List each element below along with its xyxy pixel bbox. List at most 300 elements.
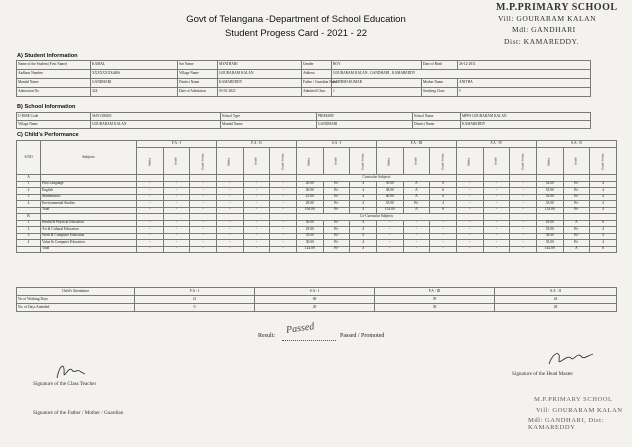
- dash-cell: -: [483, 201, 510, 208]
- dash-cell: -: [190, 227, 217, 234]
- dash-cell: -: [137, 207, 164, 214]
- dash-cell: -: [510, 220, 537, 227]
- dash-cell: -: [216, 240, 243, 247]
- head-master-signature-label: Signature of the Head Master: [512, 371, 574, 377]
- dash-cell: -: [216, 194, 243, 201]
- attendance-title: Child's Attendance: [17, 288, 135, 296]
- sa2-cell: 33.00: [536, 194, 563, 201]
- dash-cell: -: [216, 207, 243, 214]
- subcol-fa3-grade-points: Grade Points: [430, 148, 457, 175]
- total-label: Total: [41, 246, 137, 253]
- subcol-fa1-grade: Grade: [163, 148, 190, 175]
- sa2-cell: 4: [590, 194, 617, 201]
- sno-cell: 4: [17, 201, 41, 208]
- subcol-sa2-grade: Grade: [563, 148, 590, 175]
- value-father: SATHISH KUMAR: [332, 79, 422, 88]
- dash-cell: -: [190, 220, 217, 227]
- section-title: Co-Curricular Subjects: [296, 214, 456, 221]
- value-school-type: PRIMARY: [317, 113, 413, 121]
- value-aadhaar: XXXXXXXX4406: [91, 70, 178, 79]
- dash-cell: -: [270, 246, 297, 253]
- school-stamp-line3: Mdl: GANDHARI: [512, 25, 576, 34]
- result-suffix: Passed / Promoted: [340, 333, 385, 339]
- value-admission-no: 324: [91, 88, 178, 97]
- blank-cell: [17, 246, 41, 253]
- label-father: Father / Guardian Name: [302, 79, 332, 88]
- label-admitted-class: Admitted Class: [302, 88, 332, 97]
- sno-cell: 1: [17, 181, 41, 188]
- dash-cell: -: [216, 233, 243, 240]
- school-info-heading: B) School Information: [17, 104, 76, 110]
- sa1-cell: B+: [323, 181, 350, 188]
- dash-cell: -: [510, 207, 537, 214]
- student-info-heading: A) Student Information: [17, 53, 78, 59]
- document-title: Govt of Telangana -Department of School Education: [186, 14, 406, 25]
- parent-signature-label: Signature of the Father / Mother / Guardian: [33, 410, 124, 416]
- label-admission-date: Date of Admission: [178, 88, 218, 97]
- stamp-bottom-line3: Mdl: GANDHARI, Dist: KAMAREDDY: [528, 417, 604, 431]
- label-surname: Sur Name: [178, 61, 218, 70]
- attendance-header-fa1: F.A - I: [135, 288, 255, 296]
- attendance-cell: 21: [135, 296, 255, 304]
- dash-cell: -: [403, 227, 430, 234]
- subcol-fa3-grade: Grade: [403, 148, 430, 175]
- dash-cell: -: [190, 233, 217, 240]
- dash-cell: -: [243, 181, 270, 188]
- class-teacher-signature: [54, 360, 88, 382]
- dash-cell: -: [163, 194, 190, 201]
- class-teacher-signature-label: Signature of the Class Teacher: [33, 381, 97, 387]
- sa2-total-cell: 133.00: [536, 207, 563, 214]
- dash-cell: -: [483, 207, 510, 214]
- subcol-fa4-grade: Grade: [483, 148, 510, 175]
- dash-cell: -: [430, 246, 457, 253]
- sno-cell: 3: [17, 233, 41, 240]
- dash-cell: -: [190, 194, 217, 201]
- dash-cell: -: [216, 227, 243, 234]
- dash-cell: -: [483, 220, 510, 227]
- sa1-cell: 4: [350, 240, 377, 247]
- sa2-cell: 4: [590, 201, 617, 208]
- dash-cell: -: [190, 201, 217, 208]
- dash-cell: -: [137, 201, 164, 208]
- dash-cell: -: [190, 246, 217, 253]
- dash-cell: -: [483, 188, 510, 195]
- stamp-bottom-line1: M.P.PRIMARY SCHOOL: [534, 396, 613, 403]
- exam-header-sa2: S.A - II: [536, 141, 616, 148]
- fa3-cell: 6: [430, 181, 457, 188]
- value-dob: 26-12-2011: [458, 61, 591, 70]
- fa3-total-cell: 6: [430, 207, 457, 214]
- dash-cell: -: [376, 227, 403, 234]
- dash-cell: -: [456, 201, 483, 208]
- value-mandal: GANDHARI: [91, 79, 178, 88]
- dash-cell: -: [456, 227, 483, 234]
- fa3-total-cell: A: [403, 207, 430, 214]
- attendance-header-fa3: F.A - III: [375, 288, 495, 296]
- sa2-cell: 35.00: [536, 240, 563, 247]
- subcol-sa2-grade-points: Grade Points: [590, 148, 617, 175]
- fa3-cell: 38.00: [376, 188, 403, 195]
- section-letter: B: [17, 214, 41, 221]
- sa2-cell: 29.00: [536, 220, 563, 227]
- performance-heading: C) Child's Performance: [17, 132, 79, 138]
- sa1-total-cell: B+: [323, 246, 350, 253]
- sa1-total-cell: 4: [350, 246, 377, 253]
- fa3-cell: 6: [430, 188, 457, 195]
- total-label: Total: [41, 207, 137, 214]
- fa3-cell: A: [403, 188, 430, 195]
- value-gender: BOY: [332, 61, 422, 70]
- dash-cell: -: [137, 220, 164, 227]
- dash-cell: -: [403, 246, 430, 253]
- exam-header-fa2: F.A - II: [216, 141, 296, 148]
- result-underline: [282, 340, 336, 341]
- sa1-cell: 4: [350, 227, 377, 234]
- exam-header-fa4: F.A - IV: [456, 141, 536, 148]
- sa2-cell: A: [563, 220, 590, 227]
- sa1-cell: B+: [323, 201, 350, 208]
- school-stamp-line1: M.P.PRIMARY SCHOOL: [496, 2, 618, 13]
- subcol-fa2-marks: Marks: [216, 148, 243, 175]
- sa2-total-cell: 4: [590, 207, 617, 214]
- dash-cell: -: [270, 194, 297, 201]
- attendance-cell: 0: [135, 304, 255, 312]
- student-info-table: [16, 60, 591, 97]
- school-stamp-line2: Vill: GOURARAM KALAN: [498, 14, 597, 23]
- attendance-row-label: No. of Days Attended: [17, 304, 135, 312]
- dash-cell: -: [163, 227, 190, 234]
- exam-header-fa3: F.A - III: [376, 141, 456, 148]
- subject-name: Environmental Studies: [41, 201, 137, 208]
- dash-cell: -: [243, 207, 270, 214]
- dash-cell: -: [163, 240, 190, 247]
- sa2-cell: 35.00: [536, 227, 563, 234]
- subcol-sa1-marks: Marks: [296, 148, 323, 175]
- value-school-village: GOURARAM KALAN: [91, 121, 221, 129]
- value-school-district: KAMAREDDY: [461, 121, 591, 129]
- label-school-district: District Name: [413, 121, 461, 129]
- attendance-header-sa1: S.A - I: [255, 288, 375, 296]
- dash-cell: -: [376, 246, 403, 253]
- sa2-total-cell: 142.00: [536, 246, 563, 253]
- document-subtitle: Student Progess Card - 2021 - 22: [224, 28, 368, 39]
- label-dob: Date of Birth: [422, 61, 458, 70]
- label-first-name: Name of the Student (First Name): [17, 61, 91, 70]
- dash-cell: -: [510, 240, 537, 247]
- sno-cell: 3: [17, 194, 41, 201]
- dash-cell: -: [163, 201, 190, 208]
- subject-name: Value & Computer Education: [41, 240, 137, 247]
- label-school-name: School Name: [413, 113, 461, 121]
- dash-cell: -: [403, 240, 430, 247]
- sa1-total-cell: 4: [350, 207, 377, 214]
- dash-cell: -: [456, 207, 483, 214]
- dash-cell: -: [456, 240, 483, 247]
- sa1-cell: 4: [350, 194, 377, 201]
- sa1-cell: B+: [323, 227, 350, 234]
- sa2-total-cell: B+: [563, 207, 590, 214]
- school-stamp-line4: Dist: KAMAREDDY.: [504, 37, 579, 46]
- subject-name: Mathematics: [41, 194, 137, 201]
- dash-cell: -: [243, 194, 270, 201]
- attendance-cell: 38: [375, 304, 495, 312]
- fa3-cell: 35.00: [376, 201, 403, 208]
- fa3-cell: B+: [403, 201, 430, 208]
- sa1-cell: 30.00: [296, 188, 323, 195]
- head-master-signature: [545, 346, 597, 370]
- dash-cell: -: [483, 227, 510, 234]
- sa2-cell: B+: [563, 233, 590, 240]
- dash-cell: -: [216, 201, 243, 208]
- value-school-mandal: GANDHARI: [317, 121, 413, 129]
- fa3-total-cell: 152.00: [376, 207, 403, 214]
- sno-header: S.NO: [17, 141, 41, 175]
- stamp-bottom-line2: Vill: GOURARAM KALAN: [536, 407, 623, 414]
- sa2-cell: 32.00: [536, 181, 563, 188]
- sa2-cell: 6: [590, 220, 617, 227]
- dash-cell: -: [510, 194, 537, 201]
- dash-cell: -: [243, 246, 270, 253]
- attendance-cell: 43: [495, 296, 617, 304]
- label-school-mandal: Mandal Name: [221, 121, 317, 129]
- dash-cell: -: [163, 207, 190, 214]
- label-district: District Name: [178, 79, 218, 88]
- fa3-cell: 40.00: [376, 194, 403, 201]
- sa1-cell: 29.00: [296, 227, 323, 234]
- subject-name: First Language: [41, 181, 137, 188]
- dash-cell: -: [510, 227, 537, 234]
- dash-cell: -: [403, 220, 430, 227]
- subcol-sa2-marks: Marks: [536, 148, 563, 175]
- label-address: Address: [302, 70, 332, 79]
- sa1-cell: 4: [350, 220, 377, 227]
- dash-cell: -: [137, 227, 164, 234]
- sa2-cell: B+: [563, 194, 590, 201]
- dash-cell: -: [190, 240, 217, 247]
- dash-cell: -: [243, 220, 270, 227]
- sa2-cell: 4: [590, 181, 617, 188]
- section-letter: A: [17, 175, 41, 182]
- label-aadhaar: Aadhaar Number: [17, 70, 91, 79]
- dash-cell: -: [430, 240, 457, 247]
- dash-cell: -: [270, 233, 297, 240]
- dash-cell: -: [190, 207, 217, 214]
- dash-cell: -: [270, 181, 297, 188]
- dash-cell: -: [430, 233, 457, 240]
- sa2-cell: 38.00: [536, 233, 563, 240]
- value-village: GOURARAM KALAN: [218, 70, 302, 79]
- subject-name: Art & Cultural Education: [41, 227, 137, 234]
- attendance-table: [16, 287, 617, 312]
- sa1-cell: 4: [350, 201, 377, 208]
- dash-cell: -: [483, 181, 510, 188]
- sa2-cell: 4: [590, 233, 617, 240]
- dash-cell: -: [376, 233, 403, 240]
- dash-cell: -: [456, 246, 483, 253]
- sa1-total-cell: 124.00: [296, 246, 323, 253]
- sa1-cell: 4: [350, 233, 377, 240]
- sa2-cell: 4: [590, 188, 617, 195]
- subcol-fa2-grade: Grade: [243, 148, 270, 175]
- dash-cell: -: [243, 188, 270, 195]
- dash-cell: -: [430, 220, 457, 227]
- performance-table: [16, 140, 617, 253]
- dash-cell: -: [163, 233, 190, 240]
- dash-cell: -: [483, 194, 510, 201]
- value-district: KAMAREDDY: [218, 79, 302, 88]
- dash-cell: -: [510, 188, 537, 195]
- attendance-header-sa2: S.A - II: [495, 288, 617, 296]
- dash-cell: -: [243, 227, 270, 234]
- dash-cell: -: [456, 194, 483, 201]
- dash-cell: -: [510, 201, 537, 208]
- dash-cell: -: [137, 246, 164, 253]
- dash-cell: -: [270, 207, 297, 214]
- sa1-cell: 29.00: [296, 201, 323, 208]
- sa2-cell: 4: [590, 227, 617, 234]
- dash-cell: -: [163, 188, 190, 195]
- sa2-cell: B+: [563, 240, 590, 247]
- subcol-fa4-grade-points: Grade Points: [510, 148, 537, 175]
- section-title: Curricular Subjects: [296, 175, 456, 182]
- sa2-cell: 4: [590, 240, 617, 247]
- school-info-table: [16, 112, 591, 129]
- sa1-cell: B+: [323, 220, 350, 227]
- attendance-cell: 68: [255, 296, 375, 304]
- dash-cell: -: [216, 188, 243, 195]
- sa1-cell: 4: [350, 188, 377, 195]
- sno-cell: 1: [17, 220, 41, 227]
- value-school-name: MPPS GOURARAM KALAN: [461, 113, 591, 121]
- subcol-fa3-marks: Marks: [376, 148, 403, 175]
- value-first-name: KAMAL: [91, 61, 178, 70]
- dash-cell: -: [483, 246, 510, 253]
- sa2-cell: B+: [563, 201, 590, 208]
- dash-cell: -: [137, 240, 164, 247]
- fa3-cell: A: [403, 194, 430, 201]
- subjects-header: Subjects: [41, 141, 137, 175]
- value-mother: ANITHA: [458, 79, 591, 88]
- value-surname: MYATHARI: [218, 61, 302, 70]
- sa1-cell: 35.00: [296, 233, 323, 240]
- sa2-cell: 33.00: [536, 201, 563, 208]
- sa2-cell: 35.00: [536, 188, 563, 195]
- sa1-cell: 30.00: [296, 220, 323, 227]
- label-mother: Mother Name: [422, 79, 458, 88]
- sa2-cell: B+: [563, 181, 590, 188]
- dash-cell: -: [190, 181, 217, 188]
- exam-header-fa1: F.A - I: [137, 141, 217, 148]
- dash-cell: -: [216, 246, 243, 253]
- attendance-cell: 28: [495, 304, 617, 312]
- cocurricular-total-row: [17, 246, 617, 253]
- sa1-cell: 4: [350, 181, 377, 188]
- dash-cell: -: [483, 233, 510, 240]
- value-admission-date: 03-01-2021: [218, 88, 302, 97]
- attendance-cell: 20: [255, 304, 375, 312]
- sno-cell: 2: [17, 188, 41, 195]
- sno-cell: 2: [17, 227, 41, 234]
- dash-cell: -: [510, 233, 537, 240]
- sno-cell: 4: [17, 240, 41, 247]
- fa3-cell: A: [403, 181, 430, 188]
- subcol-fa4-marks: Marks: [456, 148, 483, 175]
- subject-name: Work & Computer Education: [41, 233, 137, 240]
- dash-cell: -: [270, 201, 297, 208]
- sa2-total-cell: 6: [590, 246, 617, 253]
- sa1-cell: 20.00: [296, 181, 323, 188]
- label-school-type: School Type: [221, 113, 317, 121]
- dash-cell: -: [270, 227, 297, 234]
- dash-cell: -: [376, 240, 403, 247]
- value-studying-class: 5: [458, 88, 591, 97]
- dash-cell: -: [456, 233, 483, 240]
- sa1-cell: B+: [323, 188, 350, 195]
- dash-cell: -: [163, 220, 190, 227]
- sa2-cell: B+: [563, 227, 590, 234]
- label-admission-no: Admission No: [17, 88, 91, 97]
- attendance-row-label: No of Working Days: [17, 296, 135, 304]
- label-gender: Gender: [302, 61, 332, 70]
- dash-cell: -: [137, 233, 164, 240]
- subject-name: Health & Physical Education: [41, 220, 137, 227]
- dash-cell: -: [243, 233, 270, 240]
- sa1-cell: 30.00: [296, 240, 323, 247]
- dash-cell: -: [456, 188, 483, 195]
- value-udise: 36191300301: [91, 113, 221, 121]
- sa1-cell: 25.00: [296, 194, 323, 201]
- dash-cell: -: [216, 181, 243, 188]
- subject-name: English: [41, 188, 137, 195]
- sa1-cell: B+: [323, 194, 350, 201]
- subcol-sa1-grade: Grade: [323, 148, 350, 175]
- subcol-fa2-grade-points: Grade Points: [270, 148, 297, 175]
- dash-cell: -: [456, 220, 483, 227]
- dash-cell: -: [403, 233, 430, 240]
- result-value: Passed: [285, 321, 315, 336]
- exam-header-sa1: S.A - I: [296, 141, 376, 148]
- fa3-cell: 39.00: [376, 181, 403, 188]
- fa3-cell: 6: [430, 194, 457, 201]
- value-admitted-class: 1: [332, 88, 422, 97]
- dash-cell: -: [243, 240, 270, 247]
- dash-cell: -: [376, 220, 403, 227]
- sa1-total-cell: B+: [323, 207, 350, 214]
- dash-cell: -: [430, 227, 457, 234]
- dash-cell: -: [137, 194, 164, 201]
- result-label: Result:: [258, 333, 276, 339]
- value-address: GOURARAM KALAN , GANDHARI , KAMAREDDY: [332, 70, 591, 79]
- dash-cell: -: [216, 220, 243, 227]
- dash-cell: -: [270, 240, 297, 247]
- label-school-village: Village Name: [17, 121, 91, 129]
- sa2-total-cell: A: [563, 246, 590, 253]
- dash-cell: -: [163, 246, 190, 253]
- sa1-cell: B+: [323, 233, 350, 240]
- sa1-cell: B+: [323, 240, 350, 247]
- dash-cell: -: [137, 181, 164, 188]
- attendance-cell: 59: [375, 296, 495, 304]
- dash-cell: -: [243, 201, 270, 208]
- dash-cell: -: [510, 181, 537, 188]
- label-udise: U-DISE Code: [17, 113, 91, 121]
- dash-cell: -: [190, 188, 217, 195]
- sa1-total-cell: 104.00: [296, 207, 323, 214]
- subcol-fa1-grade-points: Grade Points: [190, 148, 217, 175]
- subcol-sa1-grade-points: Grade Points: [350, 148, 377, 175]
- dash-cell: -: [456, 181, 483, 188]
